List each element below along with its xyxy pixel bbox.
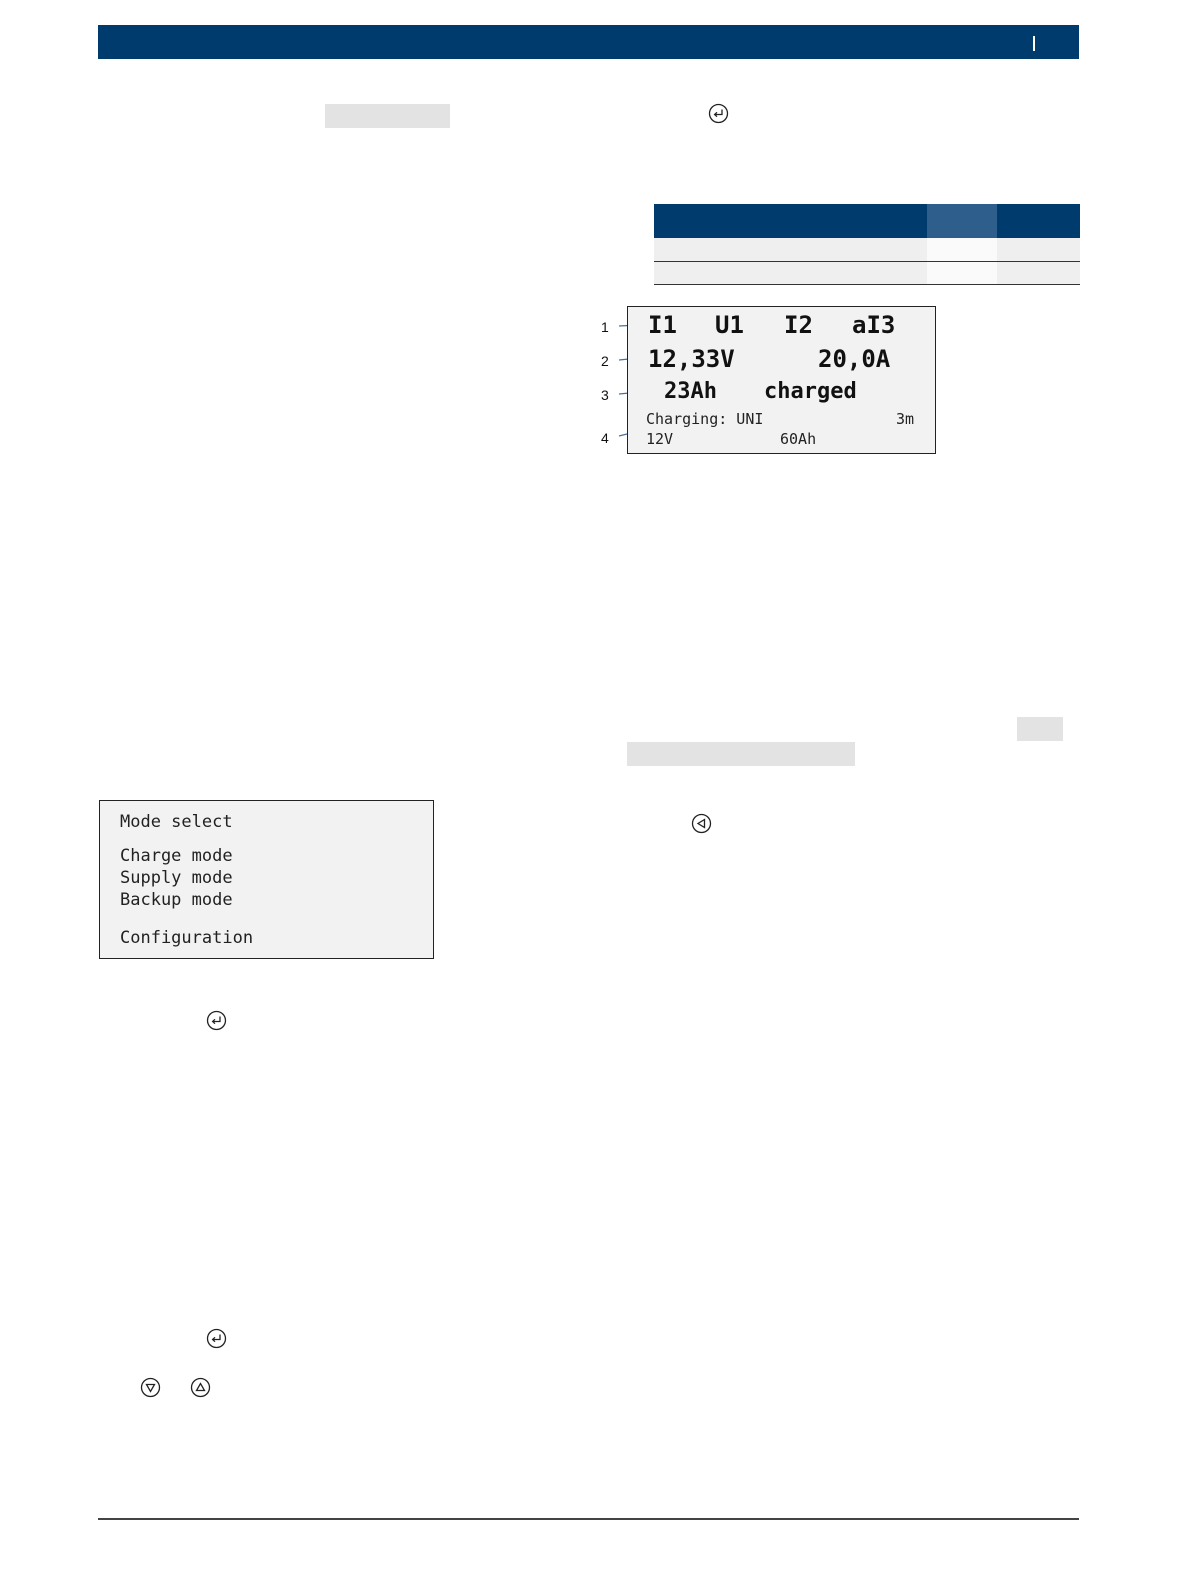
- up-key-icon: [190, 1377, 211, 1398]
- lcd-charging-mode: Charging: UNI: [646, 410, 764, 428]
- footer-rule: [98, 1518, 1079, 1520]
- enter-key-icon: [206, 1010, 227, 1031]
- table-header-cell: [654, 204, 927, 238]
- table-row: [654, 262, 1080, 285]
- table-cell: [654, 262, 927, 284]
- lcd-status: charged: [764, 379, 857, 404]
- menu-item-charge-mode: Charge mode: [120, 846, 233, 866]
- table-row: [654, 238, 1080, 262]
- table-header-row: [654, 204, 1080, 238]
- table-cell: [997, 238, 1080, 261]
- enter-key-icon: [708, 103, 729, 124]
- lcd-elapsed-time: 3m: [896, 410, 915, 428]
- table-cell: [927, 238, 997, 261]
- table-header-cell: [927, 204, 997, 238]
- callout-number: 3: [601, 387, 609, 403]
- mode-select-menu: [99, 800, 434, 959]
- lcd-current: 20,0A: [818, 345, 891, 373]
- highlight-block: [325, 104, 450, 128]
- lcd-battery-capacity: 60Ah: [780, 430, 817, 448]
- lcd-battery-voltage: 12V: [646, 430, 674, 448]
- table-cell: [654, 238, 927, 261]
- down-key-icon: [140, 1377, 161, 1398]
- header-separator: [1033, 36, 1035, 51]
- table-cell: [997, 262, 1080, 284]
- lcd-display: [627, 306, 936, 454]
- highlight-block: [1017, 717, 1063, 741]
- menu-item-configuration: Configuration: [120, 928, 254, 948]
- table-header-cell: [997, 204, 1080, 238]
- lcd-label-i2: I2: [784, 311, 813, 339]
- callout-number: 2: [601, 353, 609, 369]
- lcd-label-u1: U1: [715, 311, 744, 339]
- callout-number: 4: [601, 430, 609, 446]
- callout-number: 1: [601, 319, 609, 335]
- menu-title: Mode select: [120, 812, 233, 832]
- lcd-label-i1: I1: [648, 311, 677, 339]
- header-bar: [98, 25, 1079, 59]
- enter-key-icon: [206, 1328, 227, 1349]
- lcd-voltage: 12,33V: [648, 345, 735, 373]
- back-key-icon: [691, 813, 712, 834]
- lcd-capacity: 23Ah: [664, 379, 717, 404]
- lcd-label-ai3: aI3: [852, 311, 896, 339]
- menu-item-supply-mode: Supply mode: [120, 868, 233, 888]
- highlight-block: [627, 742, 855, 766]
- info-table: [654, 204, 1080, 285]
- table-cell: [927, 262, 997, 284]
- menu-item-backup-mode: Backup mode: [120, 890, 233, 910]
